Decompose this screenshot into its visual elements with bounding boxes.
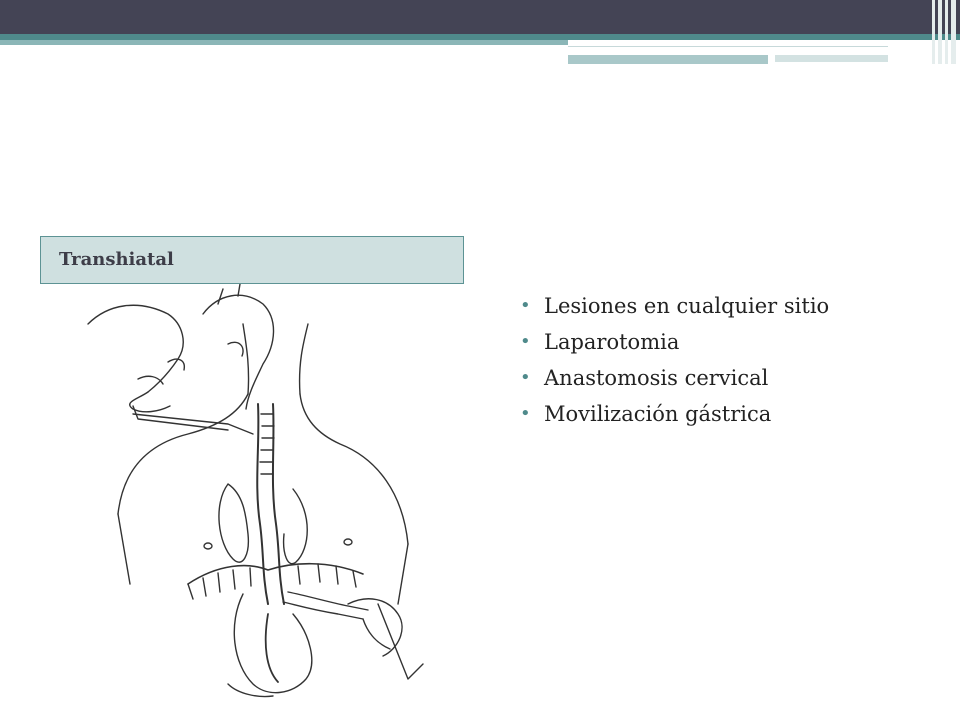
- header-stripe: [0, 40, 568, 45]
- bullet-item: • Lesiones en cualquier sitio: [520, 288, 829, 324]
- slide-title-box: [40, 236, 464, 284]
- surgical-illustration-icon: [78, 284, 440, 700]
- bullet-item: • Anastomosis cervical: [520, 360, 829, 396]
- header-stripe: [775, 55, 888, 62]
- header-stripe: [568, 46, 888, 53]
- header-stripe: [568, 55, 768, 64]
- bullet-item: • Movilización gástrica: [520, 396, 829, 432]
- slide-title: Transhiatal: [59, 249, 174, 270]
- header-bar: [0, 0, 960, 34]
- header-decoration: [930, 0, 960, 64]
- bullet-item: • Laparotomia: [520, 324, 829, 360]
- bullet-list: [520, 288, 829, 432]
